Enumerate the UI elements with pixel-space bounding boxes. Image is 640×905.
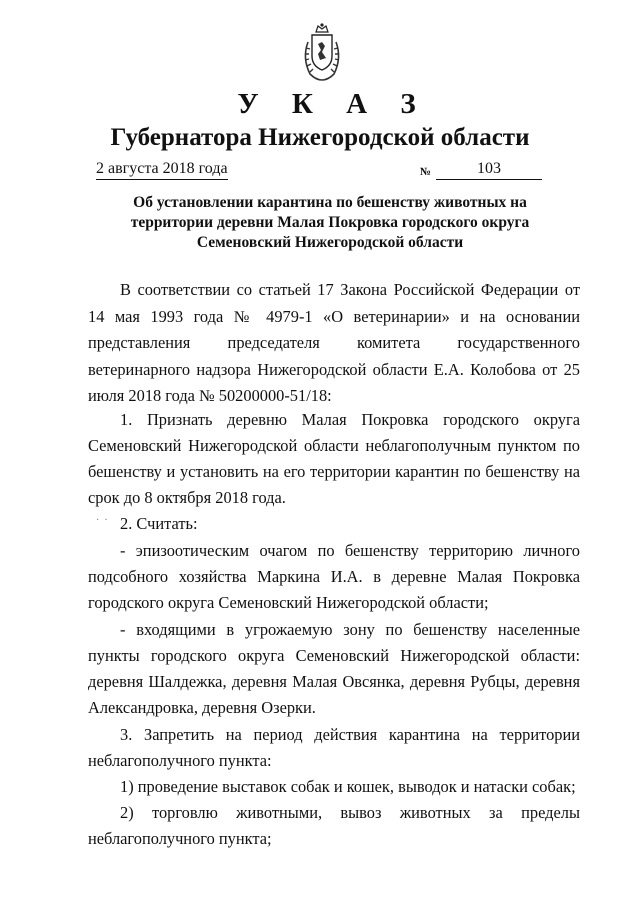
item-1-paragraph <box>88 407 580 511</box>
document-subject: Об установлении карантина по бешенству животных на территории деревни Малая Покровка городского округа Семеновский Нижегородской области <box>130 194 530 251</box>
scan-artifact: · · <box>96 515 108 526</box>
item-2a-paragraph <box>88 538 580 616</box>
document-issuer: Губернатора Нижегородской области <box>110 124 530 151</box>
item-3-2-paragraph <box>88 800 580 852</box>
preamble-paragraph <box>88 277 580 410</box>
preamble-text: В соответствии со статьей 17 Закона Российской Федерации от 14 мая 1993 года № 4979-1 «О ветеринарии» и на основании представления председателя комитета государственного ветеринарного надзора Нижегородской области Е.А. Колобова от 25 июля 2018 года № 50200000-51/18: <box>88 280 580 405</box>
item-2-text: 2. Считать: <box>120 514 198 533</box>
item-3-1-paragraph <box>88 774 580 800</box>
number-label: № <box>420 166 432 178</box>
document-date: 2 августа 2018 года <box>96 160 228 180</box>
item-1-text: 1. Признать деревню Малая Покровка городского округа Семеновский Нижегородской области неблагополучным пунктом по бешенству и установить на его территории карантин по бешенству на срок до 8 октября 2018 года. <box>88 410 580 507</box>
item-3-text: 3. Запретить на период действия карантина на территории неблагополучного пункта: <box>88 725 580 770</box>
item-3-paragraph <box>88 722 580 774</box>
coat-of-arms-icon <box>300 22 344 84</box>
item-2-paragraph <box>88 511 580 537</box>
item-2b-text: - входящими в угрожаемую зону по бешенству населенные пункты городского округа Семеновский Нижегородской области: деревня Шалдежка, деревня Малая Овсянка, деревня Рубцы, деревня Александровка, деревня Озерки. <box>88 620 580 717</box>
item-3-1-text: 1) проведение выставок собак и кошек, выводок и натаски собак; <box>120 777 576 796</box>
item-2a-text: - эпизоотическим очагом по бешенству территорию личного подсобного хозяйства Маркина И.А. в деревне Малая Покровка городского округа Семеновский Нижегородской области; <box>88 541 580 612</box>
item-2b-paragraph <box>88 617 580 721</box>
document-title: У К А З <box>237 88 429 120</box>
document-number: 103 <box>436 160 542 180</box>
item-3-2-text: 2) торговлю животными, вывоз животных за пределы неблагополучного пункта; <box>88 803 580 848</box>
